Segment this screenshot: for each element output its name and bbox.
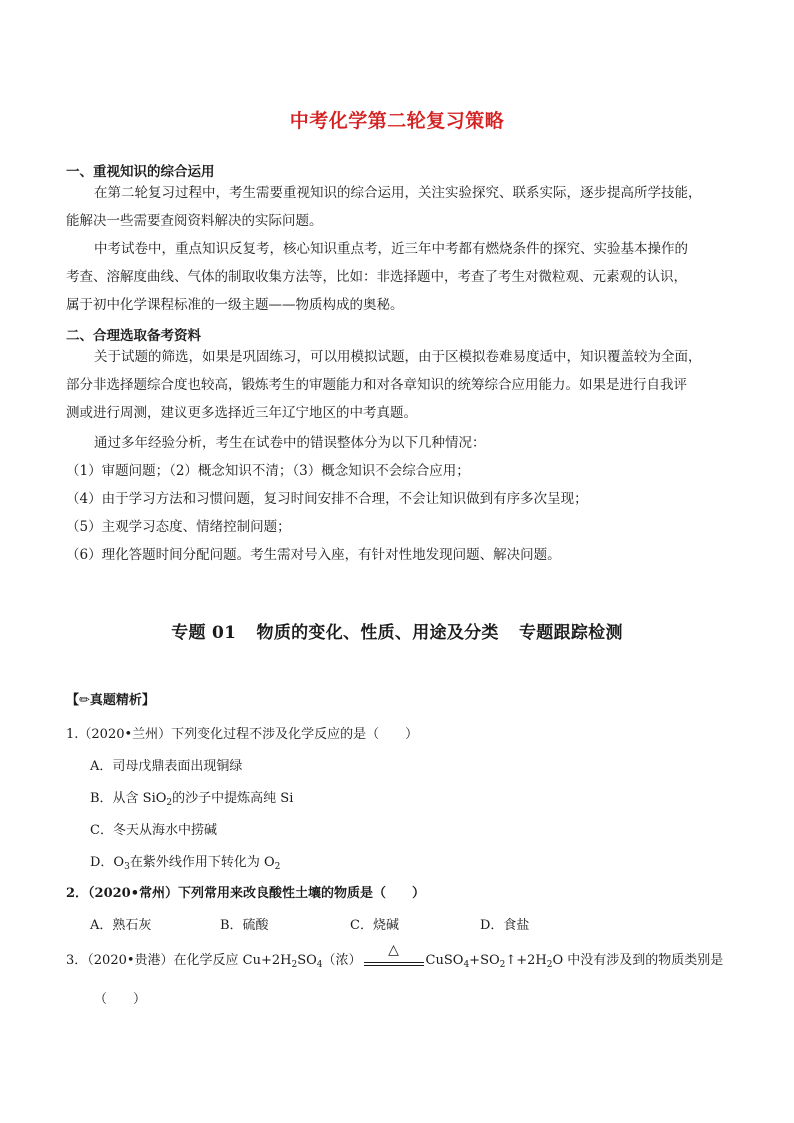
- paragraph-line: 考查、溶解度曲线、气体的制取收集方法等，比如：非选择题中，考查了考生对微粒观、元素观的认识，: [66, 269, 687, 285]
- paragraph-line: 在第二轮复习过程中，考生需要重视知识的综合运用，关注实验探究、联系实际，逐步提高所学技能，: [94, 185, 702, 201]
- topic-number: 专题 01: [171, 623, 237, 643]
- paragraph-line: 中考试卷中，重点知识反复考，核心知识重点考，近三年中考都有燃烧条件的探究、实验基本操作的: [94, 241, 688, 257]
- paragraph-line: 测或进行周测，建议更多选择近三年辽宁地区的中考真题。: [66, 405, 417, 421]
- question-1-option-c: C．冬天从海水中捞碱: [90, 823, 217, 838]
- list-item: （4）由于学习方法和习惯问题，复习时间安排不合理，不会让知识做到有序多次呈现；: [66, 491, 588, 507]
- question-1-option-b: B．从含 SiO$_2$的沙子中提炼高纯 Si: [90, 791, 294, 808]
- question-2-option-c: C．烧碱: [350, 918, 399, 933]
- paragraph-line: 关于试题的筛选，如果是巩固练习，可以用模拟试题，由于区模拟卷难易度适中，知识覆盖较为全面，: [94, 349, 702, 365]
- question-1-option-d: D．$O_3$在紫外线作用下转化为 $O_2$: [90, 855, 281, 872]
- section-heading-2: 二、合理选取备考资料: [66, 328, 201, 344]
- list-item: （6）理化答题时间分配问题。考生需对号入座，有针对性地发现问题、解决问题。: [66, 547, 561, 563]
- question-2-option-a: A．熟石灰: [90, 918, 152, 933]
- question-2-stem: 2．（2020•常州）下列常用来改良酸性土壤的物质是（ ）: [66, 886, 426, 901]
- topic-subtitle: 专题跟踪检测: [518, 623, 623, 643]
- paragraph-line: 属于初中化学课程标准的一级主题——物质构成的奥秘。: [66, 297, 404, 313]
- paragraph-line: 通过多年经验分析，考生在试卷中的错误整体分为以下几种情况：: [94, 435, 486, 451]
- question-3-stem: 3．（2020•贵港）在化学反应 $Cu+2H_2SO_4$（浓） △ $CuSO_4+SO_2↑+2H_2O$ 中没有涉及到的物质类别是: [66, 941, 724, 970]
- heat-reaction-arrow: △: [364, 954, 424, 968]
- question-1-stem: 1.（2020•兰州）下列变化过程不涉及化学反应的是（ ）: [66, 727, 419, 742]
- section-tag: 【✏真题精析】: [66, 693, 155, 708]
- list-item: （5）主观学习态度、情绪控制问题；: [66, 519, 291, 535]
- paragraph-line: 能解决一些需要查阅资料解决的实际问题。: [66, 213, 323, 229]
- question-3-blank: （ ）: [94, 992, 147, 1007]
- main-title: 中考化学第二轮复习策略: [289, 110, 505, 132]
- section-heading-1: 一、重视知识的综合运用: [66, 164, 215, 180]
- topic-name: 物质的变化、性质、用途及分类: [256, 623, 499, 643]
- question-2-option-b: B．硫酸: [220, 918, 269, 933]
- question-1-option-a: A．司母戊鼎表面出现铜绿: [90, 759, 243, 774]
- topic-title: [0, 618, 794, 643]
- paragraph-line: 部分非选择题综合度也较高，锻炼考生的审题能力和对各章知识的统筹综合应用能力。如果是进行自我评: [66, 377, 687, 393]
- question-2-options: [90, 914, 610, 933]
- list-item: （1）审题问题；（2）概念知识不清；（3）概念知识不会综合应用；: [66, 463, 470, 479]
- question-2-option-d: D．食盐: [480, 918, 530, 933]
